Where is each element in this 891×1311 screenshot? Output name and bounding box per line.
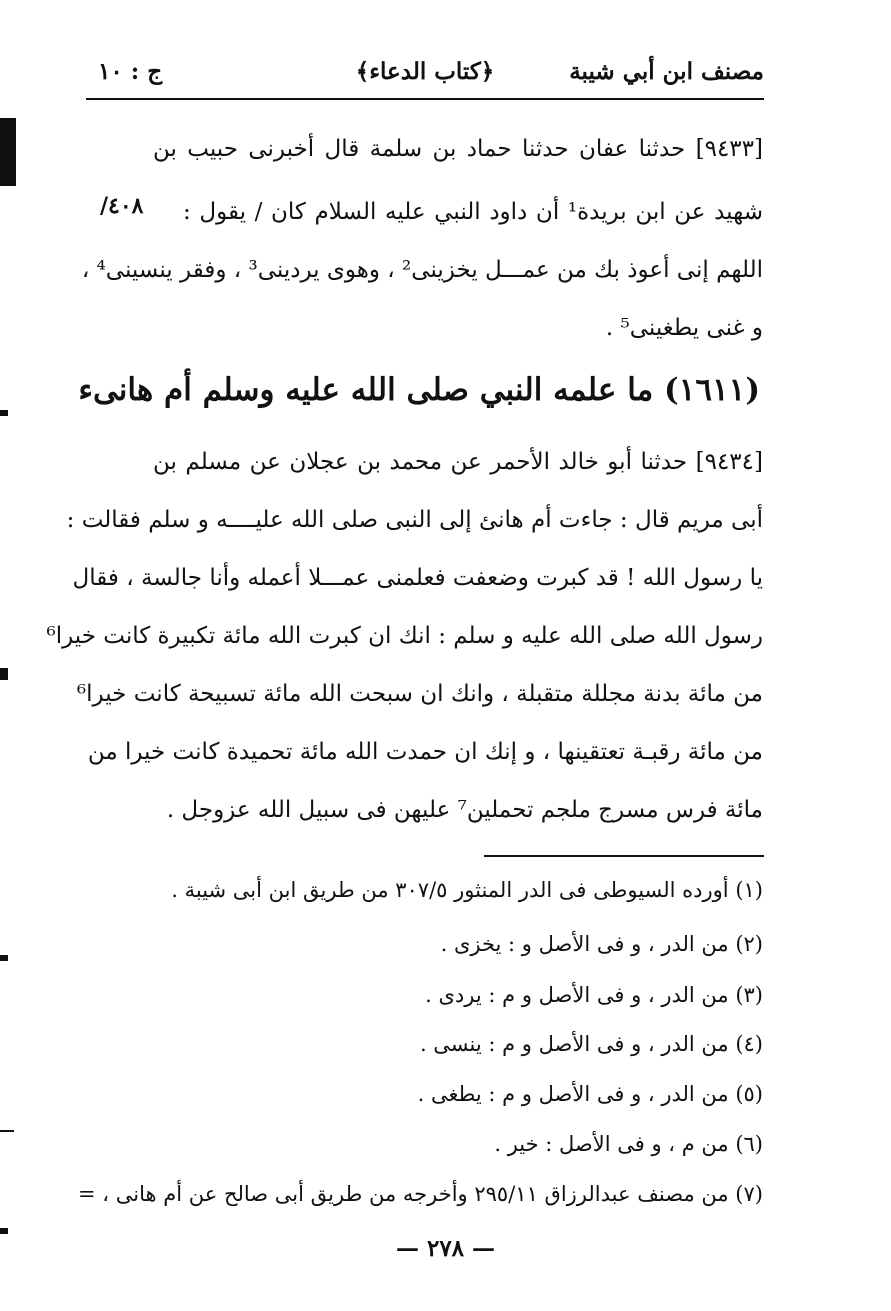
hadith-line: أبى مريم قال : جاءت أم هانئ إلى النبى صلى الله عليــــه و سلم فقالت : — [66, 507, 763, 533]
footnote: (٢) من الدر ، و فى الأصل و : يخزى . — [440, 932, 763, 956]
margin-reference: /٤٠٨ — [100, 193, 144, 219]
scan-edge-mark — [0, 118, 16, 186]
hadith-line: مائة فرس مسرج ملجم تحملين⁷ عليهن فى سبيل الله عزوجل . — [166, 797, 763, 823]
hadith-line: من مائة رقبـة تعتقينها ، و إنك ان حمدت الله مائة تحميدة كانت خيرا من — [87, 739, 763, 765]
hadith-line: [٩٤٣٣] حدثنا عفان حدثنا حماد بن سلمة قال أخبرنى حبيب بن — [153, 136, 763, 162]
footnote: (٧) من مصنف عبدالرزاق ٢٩٥/١١ وأخرجه من طريق أبى صالح عن أم هانى ، = — [78, 1182, 763, 1206]
footnote: (٤) من الدر ، و فى الأصل و م : ينسى . — [419, 1032, 763, 1056]
running-header — [86, 52, 764, 98]
footnote: (٥) من الدر ، و فى الأصل و م : يطغى . — [417, 1082, 763, 1106]
scan-edge-mark — [0, 410, 8, 416]
footnote: (٣) من الدر ، و فى الأصل و م : يردى . — [425, 983, 763, 1007]
hadith-line: [٩٤٣٤] حدثنا أبو خالد الأحمر عن محمد بن عجلان عن مسلم بن — [153, 449, 763, 475]
header-rule — [86, 98, 764, 100]
hadith-line: من مائة بدنة مجللة متقبلة ، وانك ان سبحت الله مائة تسبيحة كانت خيرا⁶ — [76, 681, 763, 707]
section-title: ﴿كتاب الدعاء﴾ — [355, 58, 495, 85]
hadith-line: يا رسول الله ! قد كبرت وضعفت فعلمنى عمـــلا أعمله وأنا جالسة ، فقال — [72, 565, 763, 591]
footnote-rule — [484, 855, 764, 857]
hadith-line: اللهم إنى أعوذ بك من عمـــل يخزينى² ، وهوى يردينى³ ، وفقر ينسينى⁴ ، — [81, 257, 763, 283]
hadith-line: رسول الله صلى الله عليه و سلم : انك ان كبرت الله مائة تكبيرة كانت خيرا⁶ — [46, 623, 763, 649]
chapter-heading: (١٦١١) ما علمه النبي صلى الله عليه وسلم أم هانىء — [78, 372, 760, 408]
footnote: (٦) من م ، و فى الأصل : خير . — [494, 1132, 763, 1156]
hadith-line: و غنى يطغينى⁵ . — [605, 315, 763, 341]
scan-edge-mark — [0, 668, 8, 680]
scan-edge-mark — [0, 955, 8, 961]
volume-label: ج : ١٠ — [98, 58, 163, 85]
hadith-line: شهيد عن ابن بريدة¹ أن داود النبي عليه السلام كان / يقول : — [183, 199, 763, 225]
footnote: (١) أورده السيوطى فى الدر المنثور ٣٠٧/٥ من طريق ابن أبى شيبة . — [171, 878, 763, 902]
book-title: مصنف ابن أبي شيبة — [569, 58, 764, 85]
scan-edge-mark — [0, 1130, 14, 1132]
scan-edge-mark — [0, 1228, 8, 1234]
page-number: — ٢٧٨ — — [395, 1235, 496, 1262]
